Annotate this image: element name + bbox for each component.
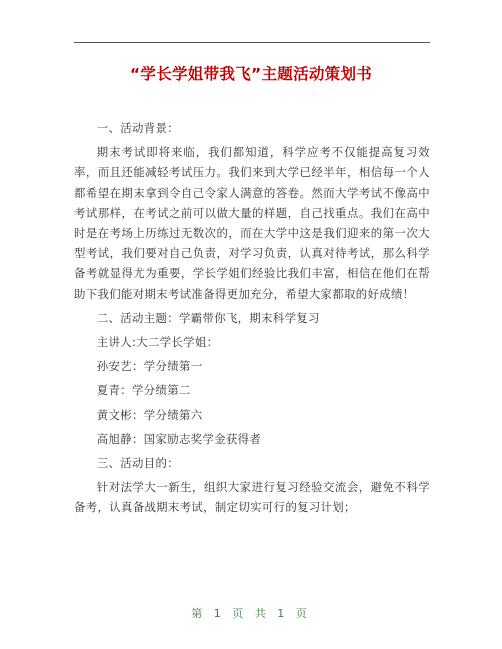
purpose-paragraph: 针对法学大一新生，组织大家进行复习经验交流会，避免不科学备考，认真备战期末考试，制定切实可行的复习计划； [74, 480, 430, 515]
header-rule [74, 42, 430, 43]
speaker-item: 高旭静：国家励志奖学金获得者 [96, 431, 262, 446]
speaker-item: 黄文彬：学分绩第六 [96, 407, 203, 422]
theme-line: 二、活动主题：学霸带你飞，期末科学复习 [96, 310, 320, 325]
purpose-heading: 三、活动目的： [96, 456, 179, 471]
speaker-item: 夏青：学分绩第二 [96, 383, 191, 398]
speaker-item: 孙安艺：学分绩第一 [96, 359, 203, 374]
document-body [74, 118, 430, 522]
background-paragraph: 期末考试即将来临，我们都知道，科学应考不仅能提高复习效率，而且还能减轻考试压力。我们来到大学已经半年，相信每一个人都希望在期末拿到令自己令家人满意的答卷。然而大学考试不像高中考试那样，在考试之前可以做大量的样题，自己找重点。我们在高中时是在考场上历练过无数次的，而在大学中这是我们迎来的第一次大型考试，我们要对自己负责，对学习负责，认真对待考试，那么科学备考就显得尤为重要，学长学姐们经验比我们丰富，相信在他们在帮助下我们能对期末考试准备得更加充分，希望大家都取的好成绩！ [74, 145, 430, 301]
background-heading: 一、活动背景： [96, 121, 179, 135]
speakers-line: 主讲人:大二学长学姐： [96, 335, 219, 350]
page-footer: 第 1 页 共 1 页 [191, 607, 311, 620]
document-title: “学长学姐带我飞”主题活动策划书 [129, 65, 373, 83]
